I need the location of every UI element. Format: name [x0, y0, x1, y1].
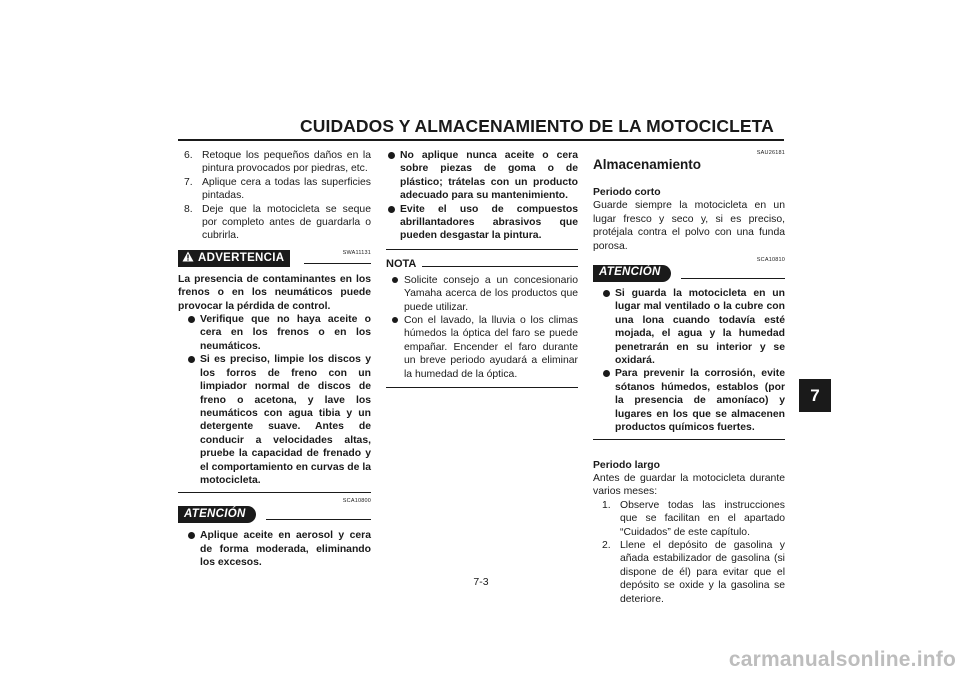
step-number: 8.: [184, 203, 193, 215]
list-item: [390, 274, 578, 314]
list-item: [386, 149, 578, 203]
note-label: NOTA: [386, 258, 417, 271]
bullet-icon: [186, 313, 200, 353]
list-item: [186, 529, 371, 569]
section-code: SAU26181: [756, 150, 785, 156]
watermark: carmanualsonline.info: [728, 648, 956, 671]
steps-list: [602, 499, 785, 606]
step-number: 7.: [184, 176, 193, 188]
chapter-tab: 7: [799, 379, 831, 412]
list-item: [184, 176, 371, 203]
subsection-title-short: Periodo corto: [593, 187, 661, 198]
list-item: [601, 287, 785, 367]
column-middle: [386, 149, 578, 388]
list-item: [186, 353, 371, 487]
bullet-text: Evite el uso de compuestos abrillantadores abrasivos que pueden desgastar la pintura.: [400, 203, 578, 242]
caution-header: [178, 505, 371, 523]
list-item: [184, 203, 371, 243]
step-number: 1.: [602, 499, 611, 511]
step-number: 2.: [602, 539, 611, 551]
header-rule: [178, 139, 784, 141]
list-item: [390, 314, 578, 381]
bullet-text: Solicite consejo a un concesionario Yamaha acerca de los productos que puede utilizar.: [404, 274, 578, 313]
warning-header-rule: [304, 263, 371, 264]
list-item: [186, 313, 371, 353]
bullet-icon: [390, 274, 404, 314]
list-item: [386, 203, 578, 243]
step-text: Observe todas las instrucciones que se facilitan en el apartado “Cuidados” de este capítulo.: [620, 499, 785, 538]
column-left: [178, 149, 371, 570]
note-header-rule: [422, 266, 578, 267]
caution-code: SCA10810: [756, 257, 785, 264]
steps-list: [184, 149, 371, 243]
bullet-icon: [186, 353, 200, 487]
step-text: Retoque los pequeños daños en la pintura provocados por piedras, etc.: [202, 150, 371, 175]
column-right: [593, 149, 785, 606]
page-number: 7-3: [473, 576, 489, 588]
list-item: [601, 367, 785, 434]
step-text: Deje que la motocicleta se seque por completo antes de guardarla o cubrirla.: [202, 203, 371, 242]
section-title: Almacenamiento: [593, 157, 702, 172]
list-item: [602, 539, 785, 606]
subsection-title-long: Periodo largo: [593, 459, 660, 471]
caution-header: [593, 264, 785, 282]
bullet-text: Para prevenir la corrosión, evite sótanos húmedos, establos (por la presencia de amoníaco) y lugares en los que se almacenen productos químicos fuertes.: [615, 368, 785, 434]
warning-intro: La presencia de contaminantes en los frenos o en los neumáticos puede provocar la pérdida de control.: [178, 273, 371, 312]
caution-header-rule: [681, 278, 785, 279]
page-title: CUIDADOS Y ALMACENAMIENTO DE LA MOTOCICLETA: [300, 116, 774, 136]
short-storage-text: Guarde siempre la motocicleta en un lugar fresco y seco y, si es preciso, protéjala contra el polvo con una funda porosa.: [593, 200, 785, 252]
long-storage-text: Antes de guardar la motocicleta durante varios meses:: [593, 472, 785, 498]
bullet-text: Aplique aceite en aerosol y cera de forma moderada, eliminando los excesos.: [200, 530, 371, 569]
warning-code: SWA11131: [342, 249, 371, 256]
note-header: [386, 258, 578, 272]
note-end-rule: [386, 387, 578, 388]
caution-badge: ATENCIÓN: [178, 506, 256, 523]
warning-triangle-icon: [182, 251, 194, 266]
bullet-icon: [386, 203, 400, 243]
bullet-text: No aplique nunca aceite o cera sobre piezas de goma o de plástico; trátelas con un producto adecuado para su mantenimiento.: [400, 150, 578, 202]
list-item: [184, 149, 371, 176]
bullet-text: Verifique que no haya aceite o cera en los frenos o en los neumáticos.: [200, 314, 371, 352]
bullet-text: Si guarda la motocicleta en un lugar mal ventilado o la cubre con una lona cuando todavía esté mojada, el agua y la humedad penetrarán en su interior y se oxidará.: [615, 288, 785, 367]
bullet-icon: [386, 149, 400, 203]
step-number: 6.: [184, 150, 193, 161]
caution-badge: ATENCIÓN: [593, 265, 671, 282]
bullet-icon: [601, 367, 615, 434]
bullet-icon: [186, 529, 200, 569]
list-item: [602, 499, 785, 539]
step-text: Llene el depósito de gasolina y añada estabilizador de gasolina (si dispone de él) para evitar que el depósito se oxide y la gasolina se deteriore.: [620, 539, 785, 605]
bullet-icon: [601, 287, 615, 367]
bullet-text: Con el lavado, la lluvia o los climas húmedos la óptica del faro se puede empañar. Encender el faro durante un breve periodo ayudará a eliminar la humedad de la óptica.: [404, 315, 578, 380]
step-text: Aplique cera a todas las superficies pintadas.: [202, 176, 371, 202]
bullet-icon: [390, 314, 404, 381]
warning-label: ADVERTENCIA: [198, 252, 285, 265]
warning-badge: [178, 250, 290, 267]
caution-header-rule: [266, 519, 371, 520]
caution-code: SCA10800: [342, 498, 371, 505]
bullet-text: Si es preciso, limpie los discos y los forros de freno con un limpiador normal de discos de freno o acetona, y lave los neumáticos con agua tibia y un detergente suave. Antes de conducir a velocidades altas, pruebe la capacidad de frenado y el comportamiento en curvas de la motocicleta.: [200, 354, 371, 486]
